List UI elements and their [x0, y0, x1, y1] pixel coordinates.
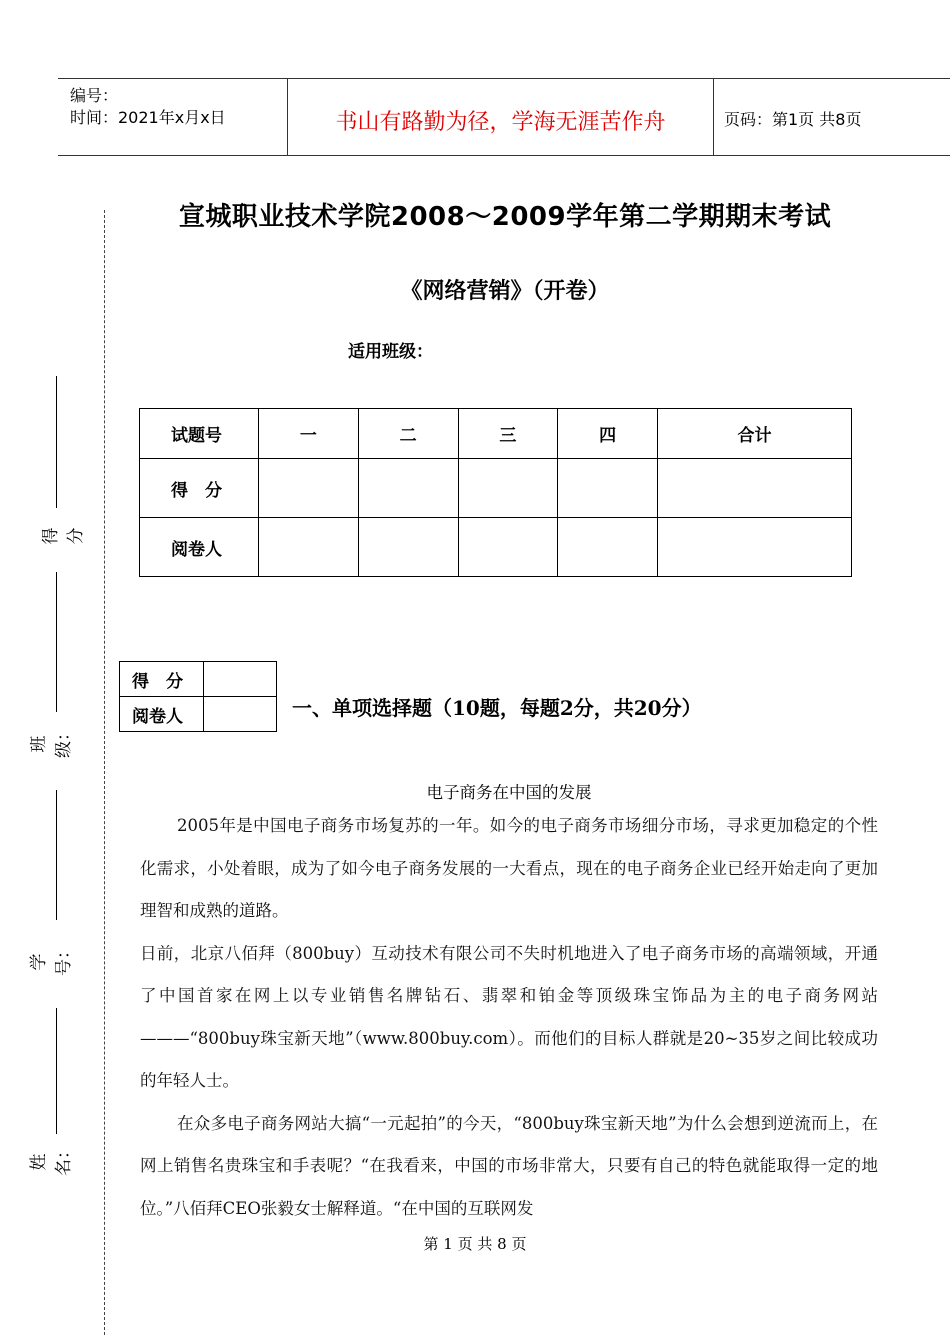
side-label-score: 得分	[41, 527, 86, 545]
article-title: 电子商务在中国的发展	[426, 783, 592, 802]
score-cell[interactable]	[358, 459, 458, 518]
grader-cell[interactable]	[658, 518, 852, 577]
side-line	[56, 1008, 57, 1134]
document-header	[58, 78, 950, 156]
article-paragraph: 2005年是中国电子商务市场复苏的一年。如今的电子商务市场细分市场，寻求更加稳定的个性化需求，小处着眼，成为了如今电子商务发展的一大看点，现在的电子商务企业已经开始走向了更加理智和成熟的道路。	[140, 816, 878, 920]
score-cell[interactable]	[458, 459, 558, 518]
header-motto-cell	[288, 79, 714, 155]
score-table	[139, 408, 852, 577]
article-body	[140, 805, 878, 1230]
side-label-class: 班级：	[29, 724, 74, 758]
article-paragraph: 日前，北京八佰拜（800buy）互动技术有限公司不失时机地进入了电子商务市场的高端领域，开通了中国首家在网上以专业销售名牌钻石、翡翠和铂金等顶级珠宝饰品为主的电子商务网站———“800buy珠宝新天地”（www.800buy.com）。而他们的目标人群就是20~35岁之间比较成功的年轻人士。	[140, 943, 878, 1090]
score-table-header-row	[140, 409, 852, 459]
grader-cell[interactable]	[204, 697, 277, 732]
side-label-student-id: 学号：	[29, 942, 74, 976]
header-meta-cell	[58, 79, 288, 155]
header-cell: 合计	[658, 409, 852, 459]
grader-cell[interactable]	[458, 518, 558, 577]
header-page-cell	[714, 79, 950, 155]
exam-title: 宣城职业技术学院2008～2009学年第二学期期末考试	[178, 202, 832, 232]
motto: 书山有路勤为径，学海无涯苦作舟	[335, 110, 666, 135]
serial-label: 编号：	[70, 86, 119, 105]
score-cell[interactable]	[558, 459, 658, 518]
grader-cell[interactable]	[259, 518, 359, 577]
row-label: 得 分	[120, 662, 204, 697]
side-line	[56, 790, 57, 920]
applicable-class-label: 适用班级：	[348, 342, 433, 362]
binding-dashed-line	[104, 210, 105, 1335]
grader-cell[interactable]	[358, 518, 458, 577]
section-title: 一、单项选择题（10题，每题2分，共20分）	[292, 696, 702, 720]
header-cell: 试题号	[140, 409, 259, 459]
header-cell: 二	[358, 409, 458, 459]
row-label: 得 分	[140, 459, 259, 518]
score-cell[interactable]	[658, 459, 852, 518]
header-cell: 三	[458, 409, 558, 459]
header-cell: 一	[259, 409, 359, 459]
score-cell[interactable]	[204, 662, 277, 697]
score-cell[interactable]	[259, 459, 359, 518]
exam-subtitle: 《网络营销》（开卷）	[400, 279, 610, 304]
section-score-table	[119, 661, 277, 732]
grader-cell[interactable]	[558, 518, 658, 577]
table-row	[120, 697, 277, 732]
article-paragraph: 在众多电子商务网站大搞“一元起拍”的今天，“800buy珠宝新天地”为什么会想到逆流而上，在网上销售名贵珠宝和手表呢？“在我看来，中国的市场非常大，只要有自己的特色就能取得一定的地位。”八佰拜CEO张毅女士解释道。“在中国的互联网发	[140, 1113, 878, 1218]
row-label: 阅卷人	[140, 518, 259, 577]
table-row	[120, 662, 277, 697]
side-line	[56, 376, 57, 508]
row-label: 阅卷人	[120, 697, 204, 732]
side-line	[56, 572, 57, 712]
score-table-row	[140, 518, 852, 577]
page-footer: 第 1 页 共 8 页	[423, 1235, 527, 1253]
header-cell: 四	[558, 409, 658, 459]
page-info: 页码：第1页 共8页	[724, 110, 862, 129]
score-table-row	[140, 459, 852, 518]
side-label-name: 姓名：	[29, 1142, 74, 1176]
time-label: 时间：2021年x月x日	[70, 108, 226, 127]
